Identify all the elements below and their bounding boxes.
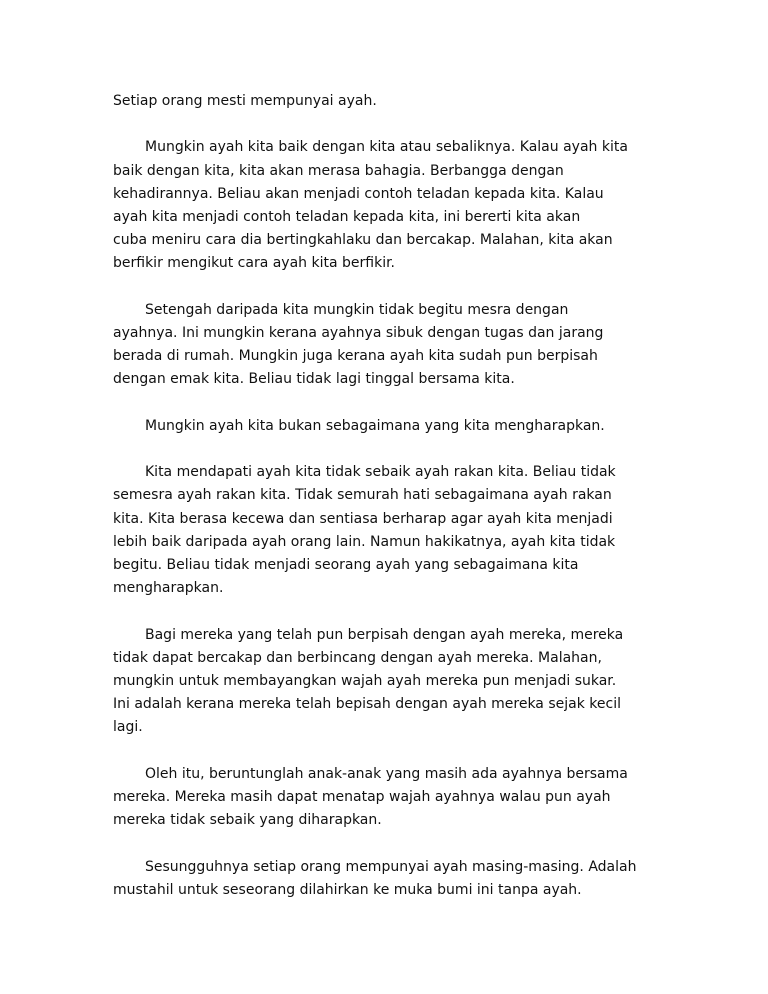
text-line: berada di rumah. Mungkin juga kerana ayah kita sudah pun berpisah [113,348,598,365]
paragraph [113,415,673,438]
text-line: Bagi mereka yang telah pun berpisah dengan ayah mereka, mereka [145,626,624,643]
opening-sentence [113,90,673,113]
text-line: kita. Kita berasa kecewa dan sentiasa berharap agar ayah kita menjadi [113,510,613,527]
text-line: lebih baik daripada ayah orang lain. Namun hakikatnya, ayah kita tidak [113,533,616,550]
text-line: Setiap orang mesti mempunyai ayah. [113,93,377,109]
text-line: tidak dapat bercakap dan berbincang dengan ayah mereka. Malahan, [113,649,602,666]
text-line: Oleh itu, beruntunglah anak-anak yang masih ada ayahnya bersama [145,765,628,782]
text-line: begitu. Beliau tidak menjadi seorang ayah yang sebagaimana kita [113,557,579,573]
text-line: ayahnya. Ini mungkin kerana ayahnya sibuk dengan tugas dan jarang [113,325,604,341]
paragraph [113,461,673,600]
paragraph [113,624,673,740]
paragraph [113,136,673,275]
paragraph [113,299,673,392]
text-line: cuba meniru cara dia bertingkahlaku dan bercakap. Malahan, kita akan [113,232,613,249]
text-line: ayah kita menjadi contoh teladan kepada kita, ini bererti kita akan [113,209,581,225]
text-line: lagi. [113,719,143,736]
text-line: Kita mendapati ayah kita tidak sebaik ayah rakan kita. Beliau tidak [145,464,616,481]
text-line: semesra ayah rakan kita. Tidak semurah hati sebagaimana ayah rakan [113,487,612,504]
text-line: Mungkin ayah kita baik dengan kita atau sebaliknya. Kalau ayah kita [145,139,628,156]
text-line: kehadirannya. Beliau akan menjadi contoh teladan kepada kita. Kalau [113,185,604,202]
text-line: Sesungguhnya setiap orang mempunyai ayah masing-masing. Adalah [145,858,637,875]
text-line: mengharapkan. [113,580,224,597]
text-line: Ini adalah kerana mereka telah bepisah dengan ayah mereka sejak kecil [113,696,621,713]
text-line: berfikir mengikut cara ayah kita berfikir. [113,255,396,272]
text-line: mustahil untuk seseorang dilahirkan ke muka bumi ini tanpa ayah. [113,881,582,898]
paragraph [113,763,673,833]
text-line: Setengah daripada kita mungkin tidak begitu mesra dengan [145,301,569,318]
text-line: Mungkin ayah kita bukan sebagaimana yang kita mengharapkan. [145,417,605,434]
text-line: mereka tidak sebaik yang diharapkan. [113,812,382,829]
text-line: baik dengan kita, kita akan merasa bahagia. Berbangga dengan [113,162,564,179]
document-page [113,90,673,925]
paragraph [113,856,673,902]
text-line: mereka. Mereka masih dapat menatap wajah ayahnya walau pun ayah [113,789,611,805]
text-line: dengan emak kita. Beliau tidak lagi tinggal bersama kita. [113,371,515,388]
text-line: mungkin untuk membayangkan wajah ayah mereka pun menjadi sukar. [113,673,617,689]
